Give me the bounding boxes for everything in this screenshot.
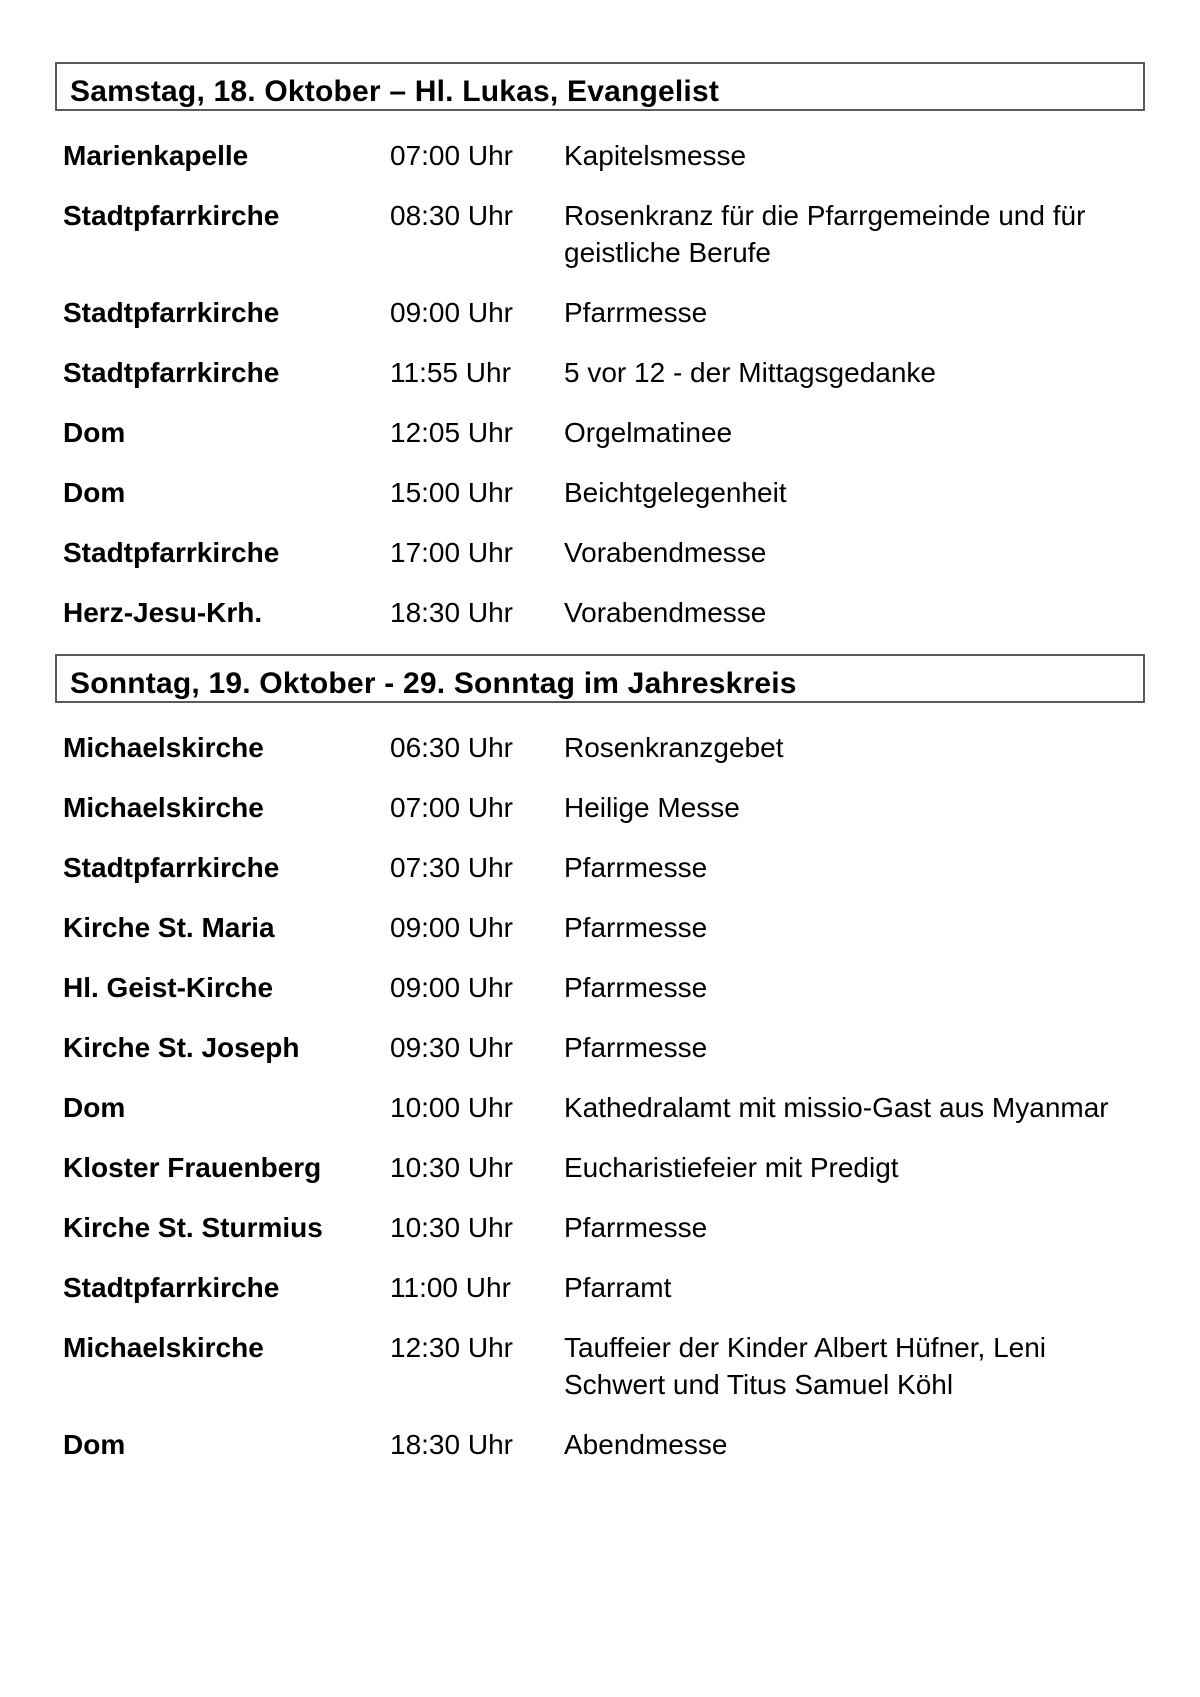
event-description: Pfarrmesse: [564, 297, 708, 328]
event-description: Kapitelsmesse: [564, 140, 747, 171]
day-title: Samstag, 18. Oktober – Hl. Lukas, Evangelist: [70, 75, 720, 108]
event-time: 07:30 Uhr: [390, 852, 513, 883]
event-time: 17:00 Uhr: [390, 537, 513, 568]
event-location: Michaelskirche: [63, 732, 264, 763]
event-location: Hl. Geist-Kirche: [63, 972, 274, 1003]
day-section: [55, 654, 1145, 1463]
event-location: Stadtpfarrkirche: [63, 1272, 280, 1303]
event-location: Dom: [63, 477, 126, 508]
event-row: [63, 137, 1145, 174]
event-row: [63, 414, 1145, 451]
event-time: 09:00 Uhr: [390, 972, 513, 1003]
event-location: Dom: [63, 1092, 126, 1123]
event-description: Orgelmatinee: [564, 417, 733, 448]
event-location: Dom: [63, 1429, 126, 1460]
event-row: [63, 1089, 1145, 1126]
event-location: Stadtpfarrkirche: [63, 852, 280, 883]
day-section: [55, 62, 1145, 631]
event-description: Abendmesse: [564, 1429, 728, 1460]
event-row: [63, 354, 1145, 391]
event-location: Marienkapelle: [63, 140, 249, 171]
day-title: Sonntag, 19. Oktober - 29. Sonntag im Jahreskreis: [70, 667, 797, 700]
event-description: Eucharistiefeier mit Predigt: [564, 1152, 899, 1183]
event-description: Rosenkranzgebet: [564, 732, 784, 763]
event-description: Beichtgelegenheit: [564, 477, 787, 508]
event-time: 09:30 Uhr: [390, 1032, 513, 1063]
event-time: 11:55 Uhr: [390, 357, 511, 388]
event-row: [63, 909, 1145, 946]
event-time: 18:30 Uhr: [390, 597, 513, 628]
event-location: Herz-Jesu-Krh.: [63, 597, 263, 628]
event-row: [63, 294, 1145, 331]
event-time: 07:00 Uhr: [390, 140, 513, 171]
event-time: 08:30 Uhr: [390, 200, 513, 231]
event-time: 09:00 Uhr: [390, 912, 513, 943]
event-time: 11:00 Uhr: [390, 1272, 511, 1303]
event-description: Pfarrmesse: [564, 912, 708, 943]
event-location: Michaelskirche: [63, 792, 264, 823]
event-description: Pfarrmesse: [564, 972, 708, 1003]
event-description: Pfarramt: [564, 1272, 672, 1303]
event-location: Kloster Frauenberg: [63, 1152, 322, 1183]
event-location: Kirche St. Sturmius: [63, 1212, 323, 1243]
event-location: Kirche St. Maria: [63, 912, 275, 943]
event-row: [63, 1209, 1145, 1246]
event-row: [63, 1029, 1145, 1066]
event-row: [63, 1149, 1145, 1186]
event-time: 06:30 Uhr: [390, 732, 513, 763]
event-location: Michaelskirche: [63, 1332, 264, 1363]
event-time: 15:00 Uhr: [390, 477, 513, 508]
event-description: Kathedralamt mit missio-Gast aus Myanmar: [564, 1092, 1109, 1123]
event-location: Dom: [63, 417, 126, 448]
event-description: Tauffeier der Kinder Albert Hüfner, Leni Schwert und Titus Samuel Köhl: [564, 1332, 1047, 1400]
event-description: Heilige Messe: [564, 792, 740, 823]
day-header: [55, 62, 1145, 111]
event-row: [63, 789, 1145, 826]
event-row: [63, 474, 1145, 511]
event-row: [63, 594, 1145, 631]
event-location: Stadtpfarrkirche: [63, 357, 280, 388]
event-row: [63, 1426, 1145, 1463]
event-row: [63, 969, 1145, 1006]
event-time: 07:00 Uhr: [390, 792, 513, 823]
event-time: 18:30 Uhr: [390, 1429, 513, 1460]
event-time: 12:30 Uhr: [390, 1332, 513, 1363]
event-row: [63, 729, 1145, 766]
event-time: 10:30 Uhr: [390, 1212, 513, 1243]
event-description: Pfarrmesse: [564, 1212, 708, 1243]
event-description: Pfarrmesse: [564, 1032, 708, 1063]
event-row: [63, 1269, 1145, 1306]
event-row: [63, 534, 1145, 571]
event-row: [63, 1329, 1145, 1403]
event-time: 12:05 Uhr: [390, 417, 513, 448]
event-list: [55, 703, 1145, 1463]
event-row: [63, 197, 1145, 271]
event-location: Stadtpfarrkirche: [63, 200, 280, 231]
event-description: 5 vor 12 - der Mittagsgedanke: [564, 357, 936, 388]
event-location: Kirche St. Joseph: [63, 1032, 300, 1063]
event-row: [63, 849, 1145, 886]
event-time: 09:00 Uhr: [390, 297, 513, 328]
event-description: Vorabendmesse: [564, 537, 767, 568]
event-list: [55, 111, 1145, 631]
event-time: 10:00 Uhr: [390, 1092, 513, 1123]
event-description: Vorabendmesse: [564, 597, 767, 628]
event-location: Stadtpfarrkirche: [63, 537, 280, 568]
event-time: 10:30 Uhr: [390, 1152, 513, 1183]
event-location: Stadtpfarrkirche: [63, 297, 280, 328]
day-header: [55, 654, 1145, 703]
event-description: Pfarrmesse: [564, 852, 708, 883]
event-description: Rosenkranz für die Pfarrgemeinde und für geistliche Berufe: [564, 200, 1086, 268]
